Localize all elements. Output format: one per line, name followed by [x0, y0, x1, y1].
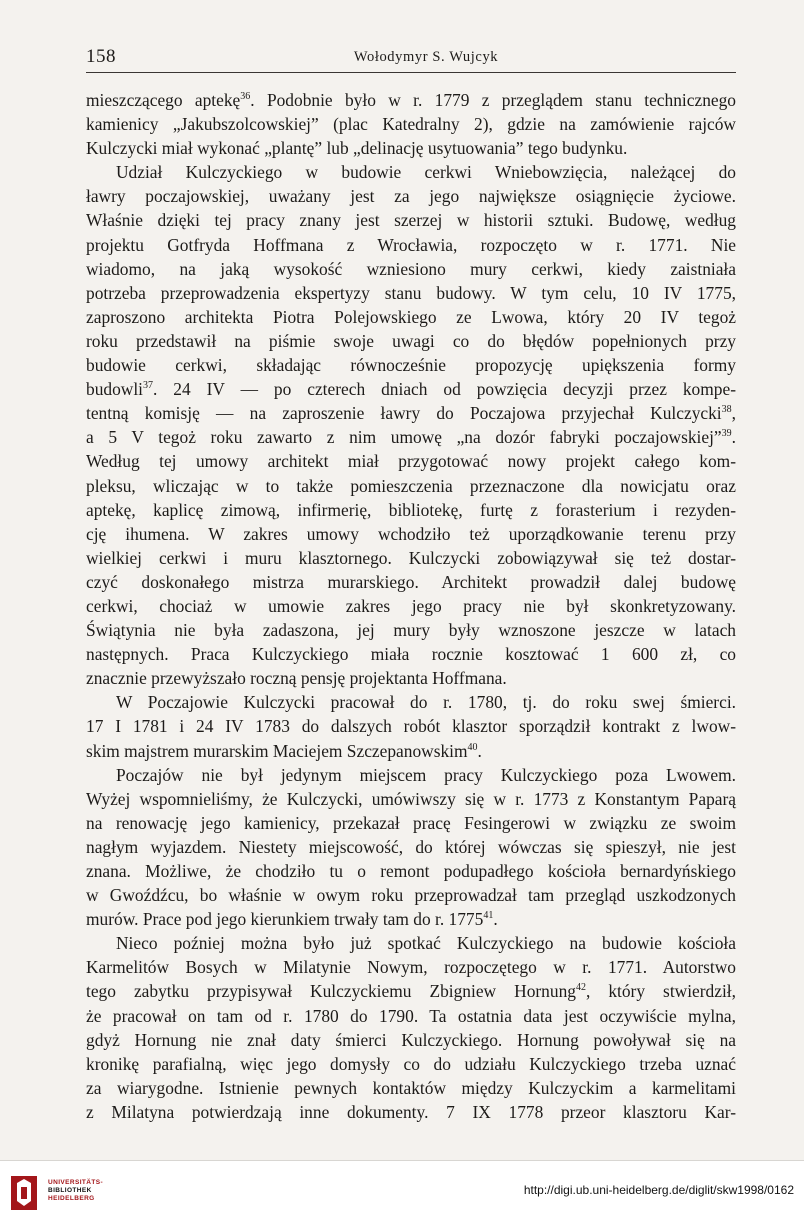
line-text: cję ihumena. W zakres umowy wchodziło też uporządkowanie terenu przy [86, 523, 736, 544]
text-line [86, 257, 736, 281]
line-text: na renowację jego kamienicy, przekazał pracę Fesingerowi w związku ze swoim [86, 812, 736, 833]
text-line [86, 1028, 736, 1052]
line-text: Kulczycki miał wykonać „plantę” lub „delinację usytuowania” tego budynku. [86, 138, 628, 159]
footnote-reference: 41 [483, 910, 494, 922]
body-text [86, 88, 736, 1124]
text-line [86, 835, 736, 859]
text-line [86, 979, 736, 1003]
text-line [86, 112, 736, 136]
text-line [86, 642, 736, 666]
line-text: Udział Kulczyckiego w budowie cerkwi Wniebowzięcia, należącej do [116, 162, 736, 183]
line-text: następnych. Praca Kulczyckiego miała rocznie kosztować 1 600 zł, co [86, 644, 736, 665]
line-text: czyć doskonałego mistrza murarskiego. Architekt prowadził dalej budowę [86, 571, 736, 592]
line-text: W Poczajowie Kulczycki pracował do r. 1780, tj. do roku swej śmierci. [116, 692, 736, 713]
text-line [86, 859, 736, 883]
footnote-reference: 38 [721, 404, 732, 416]
university-seal-icon [10, 1175, 38, 1211]
line-text: budowie cerkwi, składając równocześnie propozycję upiększenia formy [86, 355, 736, 376]
line-text: znacznie przewyższało roczną pensję projektanta Hoffmana. [86, 668, 507, 689]
text-line [86, 208, 736, 232]
line-text: mieszczącego aptekę [86, 90, 241, 110]
footnote-reference: 36 [240, 91, 251, 102]
library-footer [0, 1160, 804, 1223]
text-line [86, 136, 736, 160]
text-line [86, 955, 736, 979]
line-text: Właśnie dzięki tej pracy znany jest szerzej w historii sztuki. Budowę, według [86, 210, 736, 231]
text-line [86, 594, 736, 618]
line-text-continued: , który stwierdził, [585, 981, 736, 1002]
text-line [86, 498, 736, 522]
line-text: Karmelitów Bosych w Milatynie Nowym, rozpoczętego w r. 1771. Autorstwo [86, 957, 736, 978]
line-text: a 5 V tegoż roku zawarto z nim umowę „na dozór fabryki poczajowskiej” [86, 427, 722, 448]
text-line [86, 1076, 736, 1100]
line-text: Poczajów nie był jedynym miejscem pracy Kulczyckiego poza Lwowem. [116, 764, 736, 785]
line-text: w Gwoźdźcu, bo właśnie w owym roku przeprowadzał tam przegląd uszkodzonych [86, 885, 736, 906]
line-text: ławry poczajowskiej, uważany jest za jego największe osiągnięcie życiowe. [86, 186, 736, 207]
text-line [86, 474, 736, 498]
footnote-reference: 39 [721, 428, 732, 440]
line-text-continued: . Podobnie było w r. 1779 z przeglądem stanu technicznego [250, 90, 736, 110]
line-text: aptekę, kaplicę zimową, infirmerię, bibliotekę, furtę z forasterium i rezyden- [86, 499, 736, 520]
text-line [86, 763, 736, 787]
line-text: z Milatyna potwierdzają inne dokumenty. 7 IX 1778 przeor klasztoru Kar- [86, 1101, 736, 1122]
text-line [86, 1004, 736, 1028]
line-text: projektu Gotfryda Hoffmana z Wrocławia, rozpoczęto w r. 1771. Nie [86, 234, 736, 255]
text-line [86, 883, 736, 907]
line-text: potrzeba przeprowadzenia ekspertyzy stanu budowy. W tym celu, 10 IV 1775, [86, 282, 736, 303]
text-line [86, 618, 736, 642]
line-text: że pracował on tam od r. 1780 do 1790. Ta ostatnia data jest oczywiście mylna, [86, 1005, 736, 1026]
text-line [86, 1100, 736, 1124]
line-text: nagłym wyjazdem. Niestety miejscowość, do której wówczas się spieszył, nie jest [86, 836, 736, 857]
line-text: zaproszono architekta Piotra Polejowskiego ze Lwowa, który 20 IV tegoż [86, 306, 736, 327]
library-logo[interactable] [10, 1175, 130, 1219]
permalink-url[interactable]: http://digi.ub.uni-heidelberg.de/diglit/skw1998/0162 [523, 1183, 794, 1197]
text-line [86, 907, 736, 931]
text-line [86, 401, 736, 425]
text-line [86, 449, 736, 473]
footnote-reference: 42 [575, 982, 586, 994]
footnote-reference: 40 [467, 741, 478, 753]
line-text: cerkwi, chociaż w umowie zakres jego pracy nie był skonkretyzowany. [86, 595, 736, 616]
line-text: Wyżej wspomnieliśmy, że Kulczycki, umówiwszy się w r. 1773 z Konstantym Paparą [86, 788, 736, 809]
line-text: murów. Prace pod jego kierunkiem trwały tam do r. 1775 [86, 909, 484, 930]
text-line [86, 281, 736, 305]
line-text: 17 I 1781 i 24 IV 1783 do dalszych robót klasztor sporządził kontrakt z lwow- [86, 716, 736, 737]
line-text: Według tej umowy architekt miał przygotować nowy projekt całego kom- [86, 451, 736, 472]
page-header [86, 46, 736, 72]
text-line [86, 811, 736, 835]
text-line [86, 233, 736, 257]
line-text: roku przedstawił na piśmie swoje uwagi co do błędów popełnionych przy [86, 330, 736, 351]
line-text-continued: . [731, 427, 736, 448]
text-line [86, 184, 736, 208]
line-text: wiadomo, na jaką wysokość wzniesiono mury cerkwi, kiedy zaistniała [86, 258, 736, 279]
page-number: 158 [86, 46, 116, 67]
line-text: Nieco poźniej można było już spotkać Kulczyckiego na budowie kościoła [116, 933, 736, 954]
text-line [86, 160, 736, 184]
logo-line-1: UNIVERSITÄTS- [48, 1179, 104, 1186]
text-line [86, 666, 736, 690]
logo-line-2: BIBLIOTHEK [48, 1187, 92, 1194]
header-rule [86, 72, 736, 73]
text-line [86, 931, 736, 955]
line-text: tentną komisję — na zaproszenie ławry do Poczajowa przyjechał Kulczycki [86, 403, 722, 424]
line-text: budowli [86, 379, 144, 400]
text-line [86, 522, 736, 546]
line-text: wielkiej cerkwi i muru klasztornego. Kulczycki zobowiązywał się też dostar- [86, 547, 736, 568]
line-text-continued: . [477, 740, 482, 761]
text-line [86, 546, 736, 570]
line-text: kronikę parafialną, więc jego domysły co do udziału Kulczyckiego trzeba uznać [86, 1053, 736, 1074]
text-line [86, 739, 736, 763]
text-line [86, 690, 736, 714]
line-text: skim majstrem murarskim Maciejem Szczepanowskim [86, 740, 468, 761]
line-text: Świątynia nie była zadaszona, jej mury były wznoszone jeszcze w latach [86, 620, 736, 641]
footnote-reference: 37 [143, 380, 154, 392]
text-line [86, 1052, 736, 1076]
text-line [86, 305, 736, 329]
line-text: znana. Możliwe, że chodziło tu o remont podupadłego kościoła bernardyńskiego [86, 861, 736, 881]
running-head: Wołodymyr S. Wujcyk [353, 49, 499, 65]
line-text-continued: . 24 IV — po czterech dniach od powzięcia decyzji przez kompe- [153, 379, 736, 400]
line-text: za wiarygodne. Istnienie pewnych kontaktów między Kulczyckim a karmelitami [86, 1077, 736, 1098]
line-text: kamienicy „Jakubszolcowskiej” (plac Katedralny 2), gdzie na zamówienie rajców [86, 114, 736, 135]
line-text-continued: , [731, 403, 736, 424]
line-text: pleksu, wliczając w to także pomieszczenia przeznaczone dla nowicjatu oraz [86, 475, 736, 496]
line-text: gdyż Hornung nie znał daty śmierci Kulczyckiego. Hornung powoływał się na [86, 1029, 736, 1050]
text-line [86, 714, 736, 738]
logo-line-3: HEIDELBERG [48, 1195, 95, 1202]
text-line [86, 88, 736, 112]
logo-text [48, 1179, 103, 1203]
text-line [86, 787, 736, 811]
text-line [86, 377, 736, 401]
text-line [86, 425, 736, 449]
text-line [86, 329, 736, 353]
line-text: tego zabytku przypisywał Kulczyckiemu Zbigniew Hornung [86, 981, 576, 1002]
text-line [86, 353, 736, 377]
text-line [86, 570, 736, 594]
line-text-continued: . [493, 909, 498, 930]
